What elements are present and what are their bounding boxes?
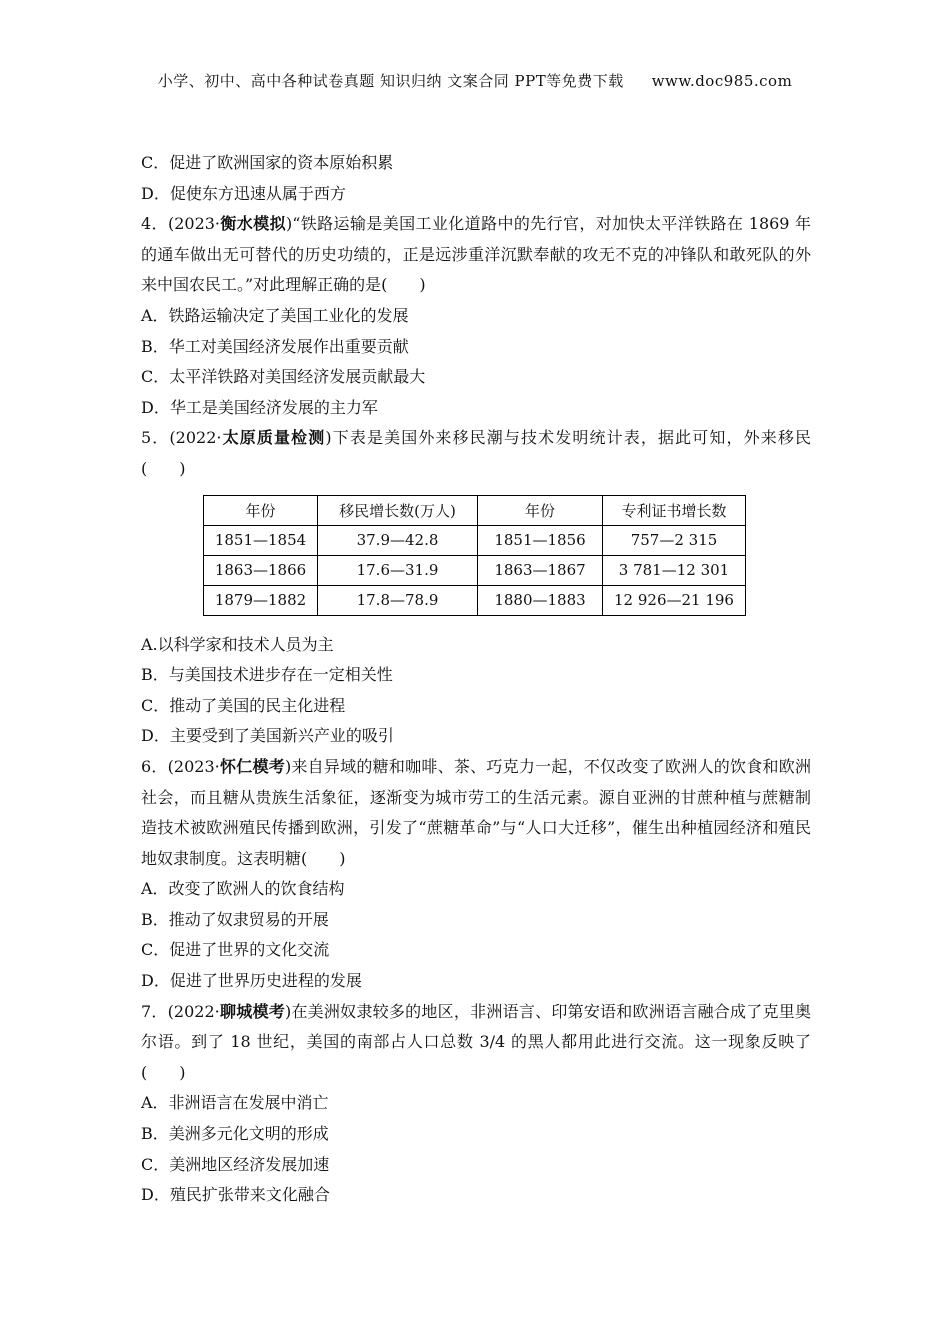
q7-option-c: C．美洲地区经济发展加速 xyxy=(141,1154,330,1174)
q7-number: 7．( xyxy=(141,1001,174,1021)
table-row xyxy=(204,585,746,615)
q6-option-b: B．推动了奴隶贸易的开展 xyxy=(141,909,329,929)
q4-source-year: 2023· xyxy=(174,214,221,234)
header-site-link[interactable]: www.doc985.com xyxy=(651,72,793,90)
table-row xyxy=(204,525,746,555)
header-text: 小学、初中、高中各种试卷真题 知识归纳 文案合同 PPT等免费下载 xyxy=(157,72,624,90)
table-header-cell: 年份 xyxy=(204,495,318,525)
page-header xyxy=(0,70,950,91)
q6-source-name: 怀仁模考 xyxy=(219,756,285,776)
q6-stem xyxy=(141,752,811,874)
q3-option-d: D．促使东方迅速从属于西方 xyxy=(141,183,346,203)
q7-option-d: D．殖民扩张带来文化融合 xyxy=(141,1185,330,1205)
q5-option-c: C．推动了美国的民主化进程 xyxy=(141,695,346,715)
q6-stem-text: )来自异域的糖和咖啡、茶、巧克力一起，不仅改变了欧洲人的饮食和欧洲社会，而且糖从贵族生活象征，逐渐变为城市劳工的生活元素。源自亚洲的甘蔗种植与蔗糖制造技术被欧洲殖民传播到欧洲，引发了“蔗糖革命”与“人口大迁移”，催生出种植园经济和殖民地奴隶制度。这表明糖( ) xyxy=(141,756,811,868)
q5-source-year: 2022· xyxy=(175,428,222,448)
q7-option-b: B．美洲多元化文明的形成 xyxy=(141,1124,329,1144)
q5-number: 5．( xyxy=(141,428,176,448)
table-row xyxy=(204,555,746,585)
q6-option-d: D．促进了世界历史进程的发展 xyxy=(141,971,362,991)
q5-option-b: B．与美国技术进步存在一定相关性 xyxy=(141,665,393,685)
table-cell: 1851—1856 xyxy=(478,525,603,555)
table-cell: 1863—1866 xyxy=(204,555,318,585)
q4-option-d: D．华工是美国经济发展的主力军 xyxy=(141,397,378,417)
q4-option-b: B．华工对美国经济发展作出重要贡献 xyxy=(141,336,409,356)
table-cell: 17.6—31.9 xyxy=(318,555,478,585)
q6-source-year: 2023· xyxy=(173,756,220,776)
q5-source-name: 太原质量检测 xyxy=(221,428,326,448)
table-cell: 12 926—21 196 xyxy=(603,585,746,615)
q4-number: 4．( xyxy=(141,214,175,234)
q4-stem-text: )“铁路运输是美国工业化道路中的先行官，对加快太平洋铁路在 1869 年的通车做出无可替代的历史功绩的，正是远涉重洋沉默奉献的攻无不克的冲锋队和敢死队的外来中国农民工。”对此理解正确的是( ) xyxy=(141,214,811,295)
q5-option-d: D．主要受到了美国新兴产业的吸引 xyxy=(141,726,394,746)
table-header-cell: 专利证书增长数 xyxy=(603,495,746,525)
q7-option-a: A．非洲语言在发展中消亡 xyxy=(141,1093,329,1113)
table-cell: 37.9—42.8 xyxy=(318,525,478,555)
q7-source-name: 聊城模考 xyxy=(219,1001,285,1021)
table-cell: 17.8—78.9 xyxy=(318,585,478,615)
document-body xyxy=(141,148,811,1211)
q6-option-a: A．改变了欧洲人的饮食结构 xyxy=(141,879,345,899)
q4-option-a: A．铁路运输决定了美国工业化的发展 xyxy=(141,305,409,325)
table-header-row xyxy=(204,495,746,525)
q5-stem xyxy=(141,423,811,484)
immigration-patent-table xyxy=(203,495,746,616)
table-header-cell: 移民增长数(万人) xyxy=(318,495,478,525)
q7-source-year: 2022· xyxy=(173,1001,220,1021)
q7-stem-text: )在美洲奴隶较多的地区，非洲语言、印第安语和欧洲语言融合成了克里奥尔语。到了 18 世纪，美国的南部占人口总数 3/4 的黑人都用此进行交流。这一现象反映了( ) xyxy=(141,1001,811,1082)
table-header-cell: 年份 xyxy=(478,495,603,525)
q4-source-name: 衡水模拟 xyxy=(220,214,286,234)
table-cell: 1879—1882 xyxy=(204,585,318,615)
table-cell: 757—2 315 xyxy=(603,525,746,555)
table-cell: 1863—1867 xyxy=(478,555,603,585)
table-cell: 1851—1854 xyxy=(204,525,318,555)
q3-option-c: C．促进了欧洲国家的资本原始积累 xyxy=(141,153,394,172)
q5-stem-text: )下表是美国外来移民潮与技术发明统计表，据此可知，外来移民( ) xyxy=(141,428,811,478)
q5-option-a: A.以科学家和技术人员为主 xyxy=(141,634,334,654)
q6-option-c: C．促进了世界的文化交流 xyxy=(141,940,330,960)
table-cell: 1880—1883 xyxy=(478,585,603,615)
table-cell: 3 781—12 301 xyxy=(603,555,746,585)
q4-option-c: C．太平洋铁路对美国经济发展贡献最大 xyxy=(141,367,426,387)
q6-number: 6．( xyxy=(141,756,174,776)
q4-stem xyxy=(141,209,811,301)
q7-stem xyxy=(141,997,811,1089)
